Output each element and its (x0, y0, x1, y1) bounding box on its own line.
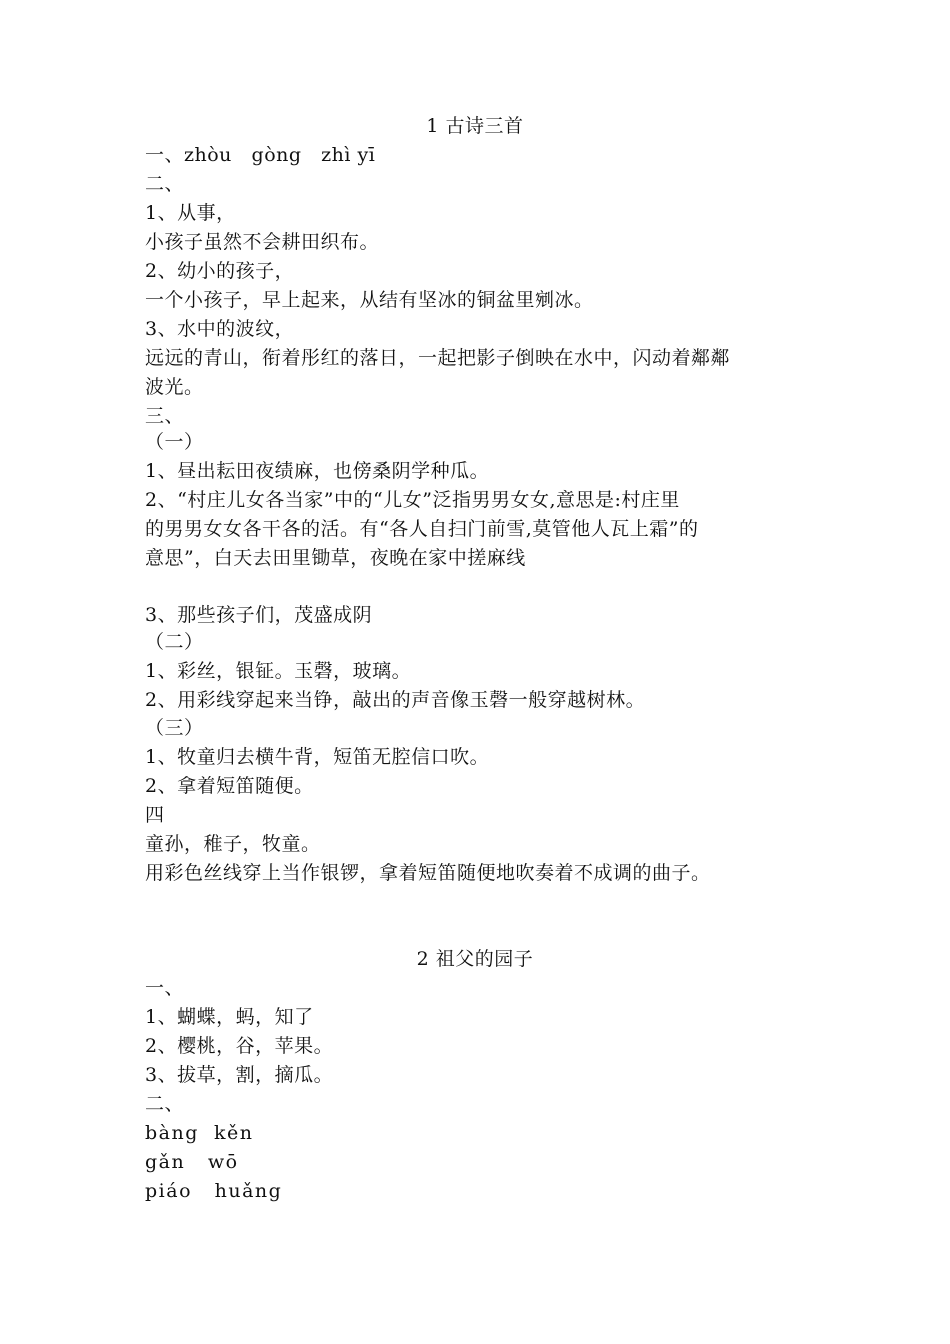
lesson-1-line-22: 1、牧童归去横牛背，短笛无腔信口吹。 (145, 746, 490, 768)
lesson-1-line-24: 四 (145, 804, 165, 826)
lesson-1-line-23: 2、拿着短笛随便。 (145, 775, 314, 797)
lesson-1-title: 1 古诗三首 (426, 115, 524, 137)
lesson-1-line-25: 童孙，稚子，牧童。 (145, 833, 321, 855)
lesson-1-line-5: 2、幼小的孩子， (145, 260, 295, 282)
lesson-1-line-10: 三、 (145, 405, 185, 427)
lesson-1-line-15: 意思”，白天去田里锄草，夜晚在家中搓麻线 (145, 547, 526, 569)
lesson-1-line-12: 1、昼出耘田夜绩麻，也傍桑阴学种瓜。 (145, 460, 490, 482)
lesson-2-pinyin-line-3: piáo huǎng (145, 1180, 283, 1202)
lesson-1-line-1: 一、zhòu gòng zhì yī (145, 144, 376, 166)
lesson-1-line-8: 远远的青山，衔着彤红的落日，一起把影子倒映在水中，闪动着鄰鄰 (145, 347, 731, 369)
lesson-1-line-16 (145, 573, 825, 601)
lesson-1-line-17: 3、那些孩子们，茂盛成阴 (145, 604, 373, 626)
lesson-1-line-11: （一） (145, 431, 204, 453)
lesson-1-line-4: 小孩子虽然不会耕田织布。 (145, 231, 380, 253)
lesson-1-line-9: 波光。 (145, 376, 204, 398)
lesson-1-line-13: 2、“村庄儿女各当家”中的“儿女”泛指男男女女,意思是:村庄里 (145, 489, 680, 511)
lesson-2-line-4: 3、拔草，割，摘瓜。 (145, 1064, 334, 1086)
lesson-2-line-3: 2、樱桃，谷，苹果。 (145, 1035, 334, 1057)
lesson-1-line-21: （三） (145, 717, 204, 739)
lesson-1-line-26: 用彩色丝线穿上当作银锣，拿着短笛随便地吹奏着不成调的曲子。 (145, 862, 711, 884)
lesson-1-line-7: 3、水中的波纹， (145, 318, 295, 340)
lesson-1-line-19: 1、彩丝，银钲。玉磬，玻璃。 (145, 660, 412, 682)
lesson-1-line-3: 1、从事， (145, 202, 236, 224)
lesson-1-line-18: （二） (145, 631, 204, 653)
lesson-2-pinyin-line-2: gǎn wō (145, 1151, 239, 1173)
lesson-2-line-1: 一、 (145, 977, 185, 999)
lesson-1-line-6: 一个小孩子，早上起来，从结有坚冰的铜盆里剜冰。 (145, 289, 594, 311)
lesson-1-line-20: 2、用彩线穿起来当铮，敲出的声音像玉磬一般穿越树林。 (145, 689, 646, 711)
lesson-2-pinyin-line-1: bàng kěn (145, 1122, 254, 1144)
lesson-2-line-2: 1、蝴蝶，蚂，知了 (145, 1006, 314, 1028)
lesson-2-title: 2 祖父的园子 (416, 948, 534, 970)
lesson-2-line-5: 二、 (145, 1093, 185, 1115)
lesson-1-line-2: 二、 (145, 173, 185, 195)
lesson-1-line-14: 的男男女女各干各的活。有“各人自扫门前雪,莫管他人瓦上霜”的 (145, 518, 699, 540)
